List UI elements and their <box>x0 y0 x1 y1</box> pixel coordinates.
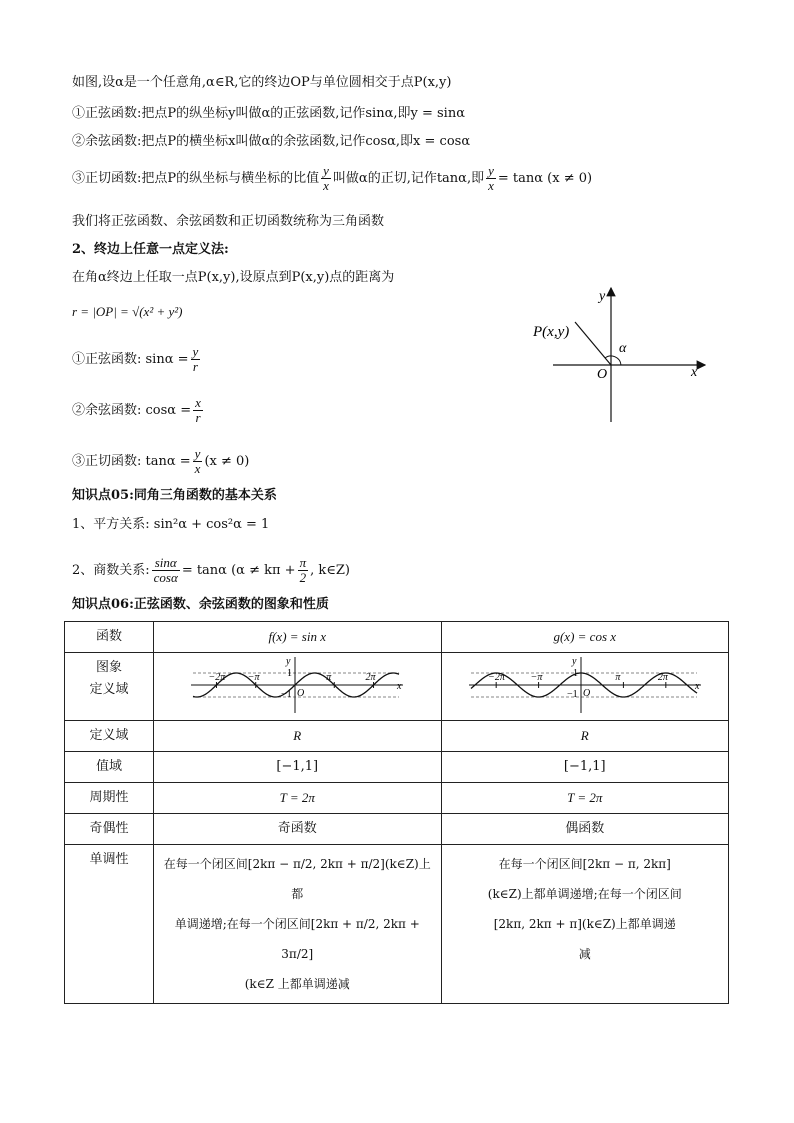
quotient-suffix: , k∈Z) <box>310 563 350 578</box>
cos-parity: 偶函数 <box>441 814 729 845</box>
sin-definition: ①正弦函数:把点P的纵坐标y叫做α的正弦函数,记作sinα,即y = sinα <box>72 106 465 121</box>
sin-graph-cell <box>154 653 442 721</box>
sin-mono-line-1: 在每一个闭区间[2kπ − π/2, 2kπ + π/2](k∈Z)上都 <box>163 857 431 901</box>
period-row <box>65 783 729 814</box>
cos-monotonicity <box>441 845 729 1004</box>
sin-range: [−1,1] <box>154 752 442 783</box>
sin-period: T = 2π <box>154 783 442 814</box>
y-axis-label: y <box>599 289 606 304</box>
x-axis-label: x <box>691 365 698 380</box>
terminal-side <box>575 322 611 365</box>
tick-minus-one-label: −1 <box>566 689 578 700</box>
cos-domain: R <box>441 721 729 752</box>
cos-mono-line-3: [2kπ, 2kπ + π](k∈Z)上都单调递 <box>493 917 676 931</box>
cos-definition: ②余弦函数:把点P的横坐标x叫做α的余弦函数,记作cosα,即x = cosα <box>72 134 471 149</box>
cos-mono-line-1: 在每一个闭区间[2kπ − π, 2kπ] <box>498 857 671 871</box>
tick-pi-label: π <box>615 672 621 683</box>
domain-row <box>65 721 729 752</box>
monotonicity-row <box>65 845 729 1004</box>
cos-ratio-label: ②余弦函数: cosα = <box>72 403 192 418</box>
graph-row-label <box>65 653 154 721</box>
tan-def-suffix: = tanα (x ≠ 0) <box>497 171 593 186</box>
kp05-title: 知识点05:同角三角函数的基本关系 <box>72 488 277 503</box>
header-cos: g(x) = cos x <box>441 622 729 653</box>
sin-ratio <box>72 345 202 374</box>
tick-pi-label: π <box>326 672 332 683</box>
origin-label: O <box>582 688 590 699</box>
y-over-x-fraction-2: $\frac{y}{x}$ <box>488 163 494 193</box>
alpha-label: α <box>619 341 627 356</box>
table-header-row <box>65 622 729 653</box>
tick-minus-one-label: −1 <box>281 689 292 700</box>
properties-table <box>64 621 729 1004</box>
parity-row <box>65 814 729 845</box>
kp06-title: 知识点06:正弦函数、余弦函数的图象和性质 <box>72 597 329 612</box>
tick-one-label: 1 <box>287 668 293 679</box>
range-label: 值域 <box>65 752 154 783</box>
cos-period: T = 2π <box>441 783 729 814</box>
sin-monotonicity <box>154 845 442 1004</box>
sin-mono-line-2: 单调递增;在每一个闭区间[2kπ + π/2, 2kπ + 3π/2] <box>174 917 420 961</box>
sin-ratio-label: ①正弦函数: sinα = <box>72 352 189 367</box>
parity-label: 奇偶性 <box>65 814 154 845</box>
sin-over-cos-fraction: $\frac{\sin\alpha}{\cos\alpha}$ <box>153 555 178 585</box>
cos-fraction: $\frac{x}{r}$ <box>195 395 201 425</box>
header-function-label: 函数 <box>65 622 154 653</box>
cos-ratio <box>72 396 205 425</box>
tick-minus-pi-label: −π <box>530 672 543 683</box>
y-axis-label: y <box>286 656 291 667</box>
cos-graph <box>465 655 705 715</box>
tan-def-mid: 叫做α的正切,记作tanα,即 <box>332 171 485 186</box>
sin-graph <box>187 655 407 715</box>
quotient-prefix: 2、商数关系: <box>72 563 150 578</box>
x-axis-label: x <box>694 681 700 692</box>
x-axis-label: x <box>397 681 402 692</box>
tan-definition <box>72 164 592 193</box>
tick-one-label: 1 <box>572 668 578 679</box>
origin-label: O <box>597 367 608 382</box>
summary-text: 我们将正弦函数、余弦函数和正切函数统称为三角函数 <box>72 214 385 229</box>
tick-minus-2pi-label: −2π <box>487 672 505 683</box>
tan-fraction: $\frac{y}{x}$ <box>194 446 201 476</box>
quotient-mid: = tanα (α ≠ kπ + <box>181 563 296 578</box>
sin-mono-line-3: (k∈Z 上都单调递减 <box>244 977 350 991</box>
graph-label: 图象 <box>95 660 122 675</box>
y-over-x-fraction: $\frac{y}{x}$ <box>323 163 329 193</box>
section2-title: 2、终边上任意一点定义法: <box>72 242 229 257</box>
sin-fraction: $\frac{y}{r}$ <box>192 344 199 374</box>
graph-domain-label: 定义域 <box>89 682 129 697</box>
sin-domain: R <box>154 721 442 752</box>
domain-label: 定义域 <box>65 721 154 752</box>
range-row <box>65 752 729 783</box>
tick-2pi-label: 2π <box>365 672 376 683</box>
r-formula: r = |OP| = √(x² + y²) <box>72 304 183 319</box>
graph-row <box>65 653 729 721</box>
point-p-label: P(x,y) <box>533 324 570 340</box>
terminal-side-figure <box>525 282 715 427</box>
section2-desc: 在角α终边上任取一点P(x,y),设原点到P(x,y)点的距离为 <box>72 270 395 285</box>
intro-text: 如图,设α是一个任意角,α∈R,它的终边OP与单位圆相交于点P(x,y) <box>72 75 452 90</box>
quotient-relation <box>72 556 350 585</box>
square-relation: 1、平方关系: sin²α + cos²α = 1 <box>72 517 270 532</box>
tick-minus-2pi-label: −2π <box>208 672 226 683</box>
cos-mono-line-4: 减 <box>578 947 591 961</box>
pi-over-two-fraction: $\frac{\pi}{2}$ <box>299 555 307 585</box>
y-axis-label: y <box>571 656 577 667</box>
tan-ratio-label: ③正切函数: tanα = <box>72 454 191 469</box>
tick-minus-pi-label: −π <box>247 672 260 683</box>
tan-ratio <box>72 447 249 476</box>
sin-parity: 奇函数 <box>154 814 442 845</box>
tick-2pi-label: 2π <box>657 672 668 683</box>
tan-def-prefix: ③正切函数:把点P的纵坐标与横坐标的比值 <box>72 171 320 186</box>
header-sin: f(x) = sin x <box>154 622 442 653</box>
period-label: 周期性 <box>65 783 154 814</box>
tan-condition: (x ≠ 0) <box>204 454 250 469</box>
origin-label: O <box>297 688 305 699</box>
monotonicity-label: 单调性 <box>65 845 154 1004</box>
cos-graph-cell <box>441 653 729 721</box>
cos-range: [−1,1] <box>441 752 729 783</box>
cos-mono-line-2: (k∈Z)上都单调递增;在每一个闭区间 <box>487 887 682 901</box>
